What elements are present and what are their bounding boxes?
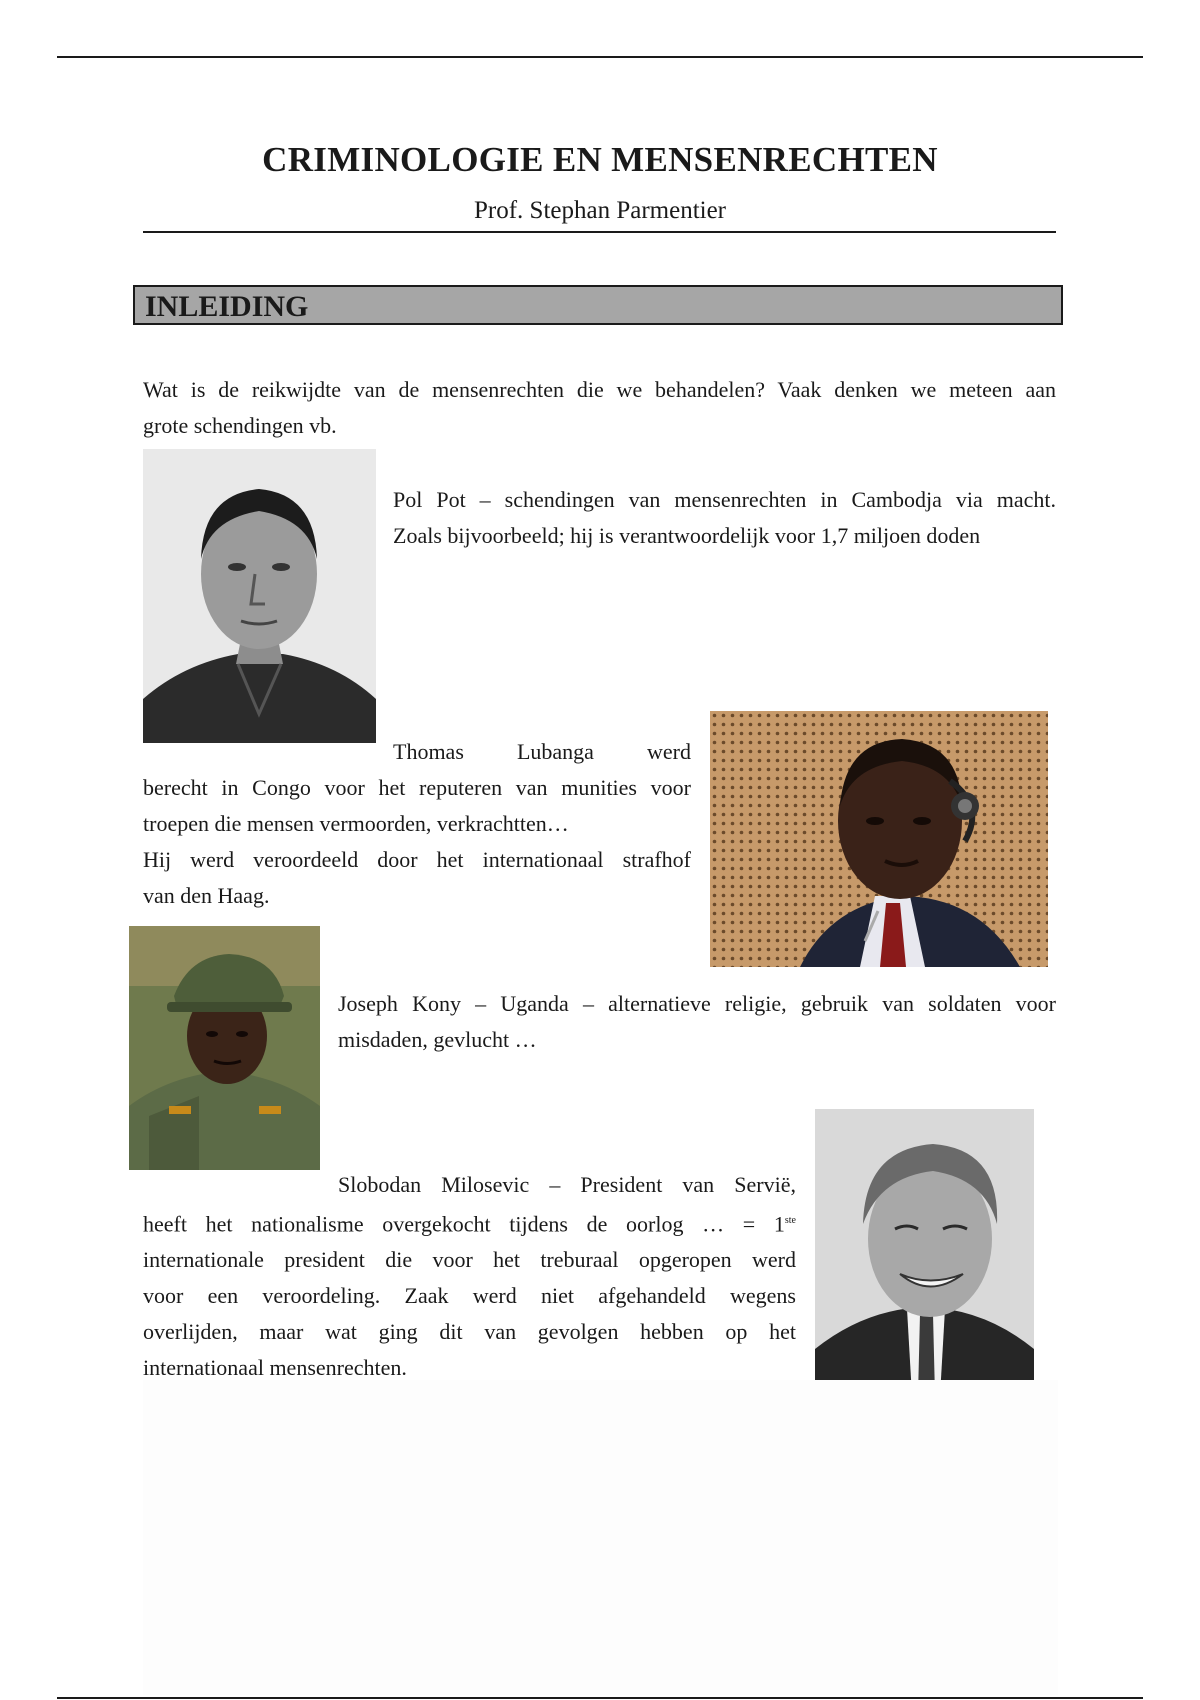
document-title: CRIMINOLOGIE EN MENSENRECHTEN	[262, 140, 938, 179]
milosevic-line-3: internationale president die voor het treburaal opgeropen werd	[143, 1247, 796, 1273]
lubanga-line-2: berecht in Congo voor het reputeren van munities voor	[143, 775, 691, 800]
footer-rule	[57, 1697, 1143, 1699]
section-heading: INLEIDING	[145, 290, 309, 323]
milosevic-line-2	[143, 1203, 796, 1242]
milosevic-line-6: internationaal mensenrechten.	[143, 1355, 407, 1381]
intro-line-1: Wat is de reikwijdte van de mensenrechten die we behandelen? Vaak denken we meteen aan	[143, 377, 1056, 402]
document-author: Prof. Stephan Parmentier	[473, 197, 727, 224]
lubanga-paragraph	[143, 770, 691, 914]
milosevic-line-5: overlijden, maar wat ging dit van gevolgen hebben op het	[143, 1319, 796, 1345]
lubanga-line-4: Hij werd veroordeeld door het internationaal strafhof	[143, 847, 691, 872]
pol-pot-photo	[143, 449, 376, 743]
milosevic-line-1: Slobodan Milosevic – President van Servië,	[338, 1172, 796, 1197]
header-rule	[57, 56, 1143, 58]
pol-pot-paragraph	[393, 482, 1056, 554]
intro-line-2: grote schendingen vb.	[143, 413, 337, 438]
lubanga-first-line	[393, 734, 691, 770]
kony-paragraph	[338, 986, 1056, 1058]
intro-paragraph	[143, 372, 1056, 444]
milosevic-line-4: voor een veroordeling. Zaak werd niet afgehandeld wegens	[143, 1283, 796, 1309]
pol-pot-line-1: Pol Pot – schendingen van mensenrechten in Cambodja via macht.	[393, 487, 1056, 512]
blank-page-area	[143, 1380, 1058, 1695]
milosevic-line-2-text: heeft het nationalisme overgekocht tijdens de oorlog … = 1	[143, 1211, 785, 1237]
kony-line-1: Joseph Kony – Uganda – alternatieve religie, gebruik van soldaten voor	[338, 991, 1056, 1016]
pol-pot-line-2: Zoals bijvoorbeeld; hij is verantwoordelijk voor 1,7 miljoen doden	[393, 523, 981, 548]
ordinal-superscript: ste	[784, 1215, 796, 1226]
lubanga-line-5: van den Haag.	[143, 883, 270, 908]
lubanga-line-1: Thomas Lubanga werd	[393, 739, 691, 764]
joseph-kony-photo	[129, 926, 320, 1170]
lubanga-line-3: troepen die mensen vermoorden, verkrachtten…	[143, 811, 569, 836]
section-heading-bar	[133, 285, 1063, 325]
thomas-lubanga-photo	[710, 711, 1048, 967]
kony-line-2: misdaden, gevlucht …	[338, 1027, 537, 1052]
slobodan-milosevic-photo	[815, 1109, 1034, 1396]
title-underline	[143, 231, 1056, 233]
milosevic-first-line	[338, 1167, 796, 1203]
